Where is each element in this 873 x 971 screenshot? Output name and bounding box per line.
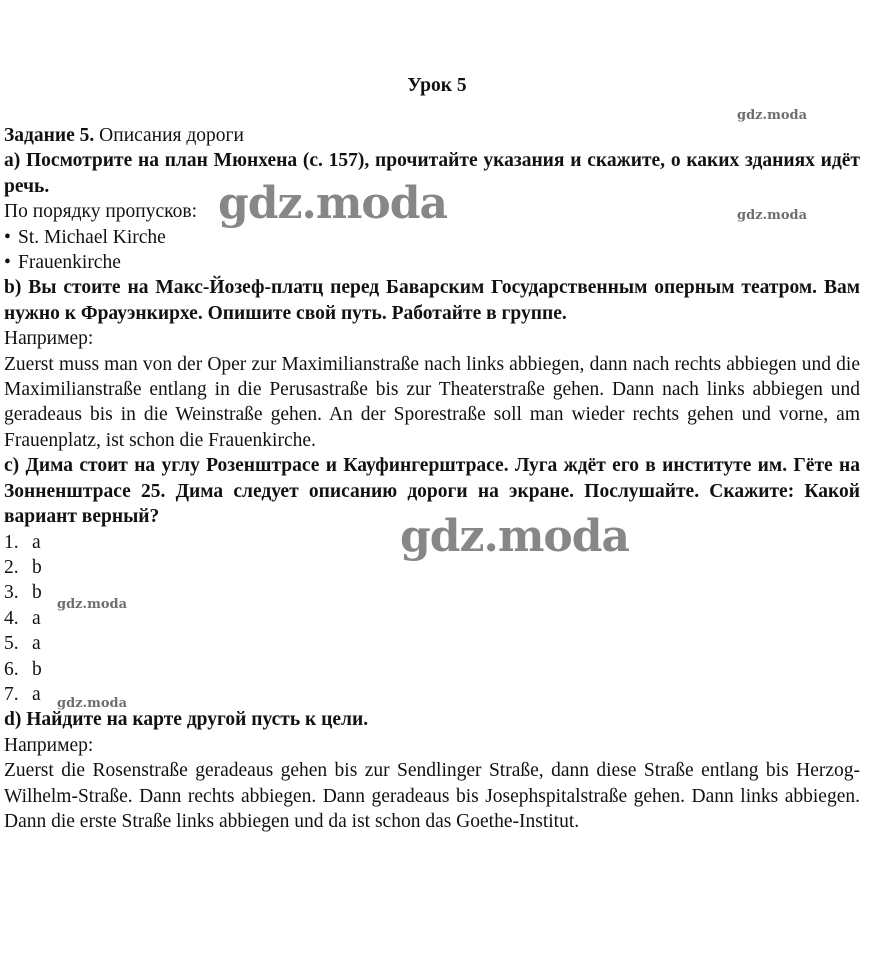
part-b-example-label: Например: (4, 328, 94, 350)
bullet-icon: • (4, 226, 11, 248)
part-d-answer: Zuerst die Rosenstraße geradeaus gehen bis zur Sendlinger Straße, dann diese Straße entlang bis Herzog-Wilhelm-Straße. Dann rechts abbiegen. Dann geradeaus bis Josephspitalstraße gehen. Dann links abbiegen. Dann die erste Straße links abbiegen und da ist schon das Goethe-Institut. (4, 760, 860, 832)
answer-item: 5. a (4, 633, 41, 655)
part-a-intro: По порядку пропусков: (4, 201, 197, 223)
part-d-question: d) Найдите на карте другой пусть к цели. (4, 709, 369, 731)
answer-item: 6. b (4, 658, 42, 680)
answer-item: 4. a (4, 607, 41, 629)
answer-item: 1. a (4, 531, 41, 553)
part-a-question: a) Посмотрите на план Мюнхена (с. 157), прочитайте указания и скажите, о каких зданиях идёт речь. (4, 150, 860, 197)
part-b-question: b) Вы стоите на Макс-Йозеф-платц перед Баварским Государственным оперным театром. Вам нужно к Фрауэнкирхе. Опишите свой путь. Работайте в группе. (4, 277, 860, 324)
watermark-small: gdz.moda (737, 108, 808, 123)
list-item: • St. Michael Kirche (4, 225, 860, 250)
lesson-title: Урок 5 (407, 75, 467, 96)
watermark-logo: gdz.moda (218, 178, 448, 229)
watermark-logo: gdz.moda (400, 511, 630, 562)
part-d-example-label: Например: (4, 734, 94, 756)
answer-item: 2. b (4, 556, 42, 578)
watermark-small: gdz.moda (57, 597, 128, 612)
part-b-answer: Zuerst muss man von der Oper zur Maximilianstraße nach links abbiegen, dann nach rechts abbiegen und die Maximilianstraße entlang in die Perusastraße bis zur Theaterstraße gehen. Dann nach links abbiegen und geradeaus bis in die Weinstraße gehen. An der Sporestraße soll man wieder rechts gehen und vorne, am Frauenplatz, ist schon die Frauenkirche. (4, 353, 860, 451)
list-item: • Frauenkirche (4, 250, 860, 275)
content (4, 123, 860, 834)
task-heading (4, 123, 860, 148)
answer-item: 7. a (4, 683, 41, 705)
watermark-small: gdz.moda (57, 696, 128, 711)
watermark-small: gdz.moda (737, 208, 808, 223)
task-number: Задание 5. (4, 125, 95, 146)
task-title: Описания дороги (94, 125, 244, 146)
bullet-icon: • (4, 252, 11, 274)
part-c-question: c) Дима стоит на углу Розенштрасе и Кауфингерштрасе. Луга ждёт его в институте им. Гёте на Зонненштрасе 25. Дима следует описанию дороги на экране. Послушайте. Скажите: Какой вариант верный? (4, 455, 860, 528)
answer-item: 3. b (4, 582, 42, 604)
